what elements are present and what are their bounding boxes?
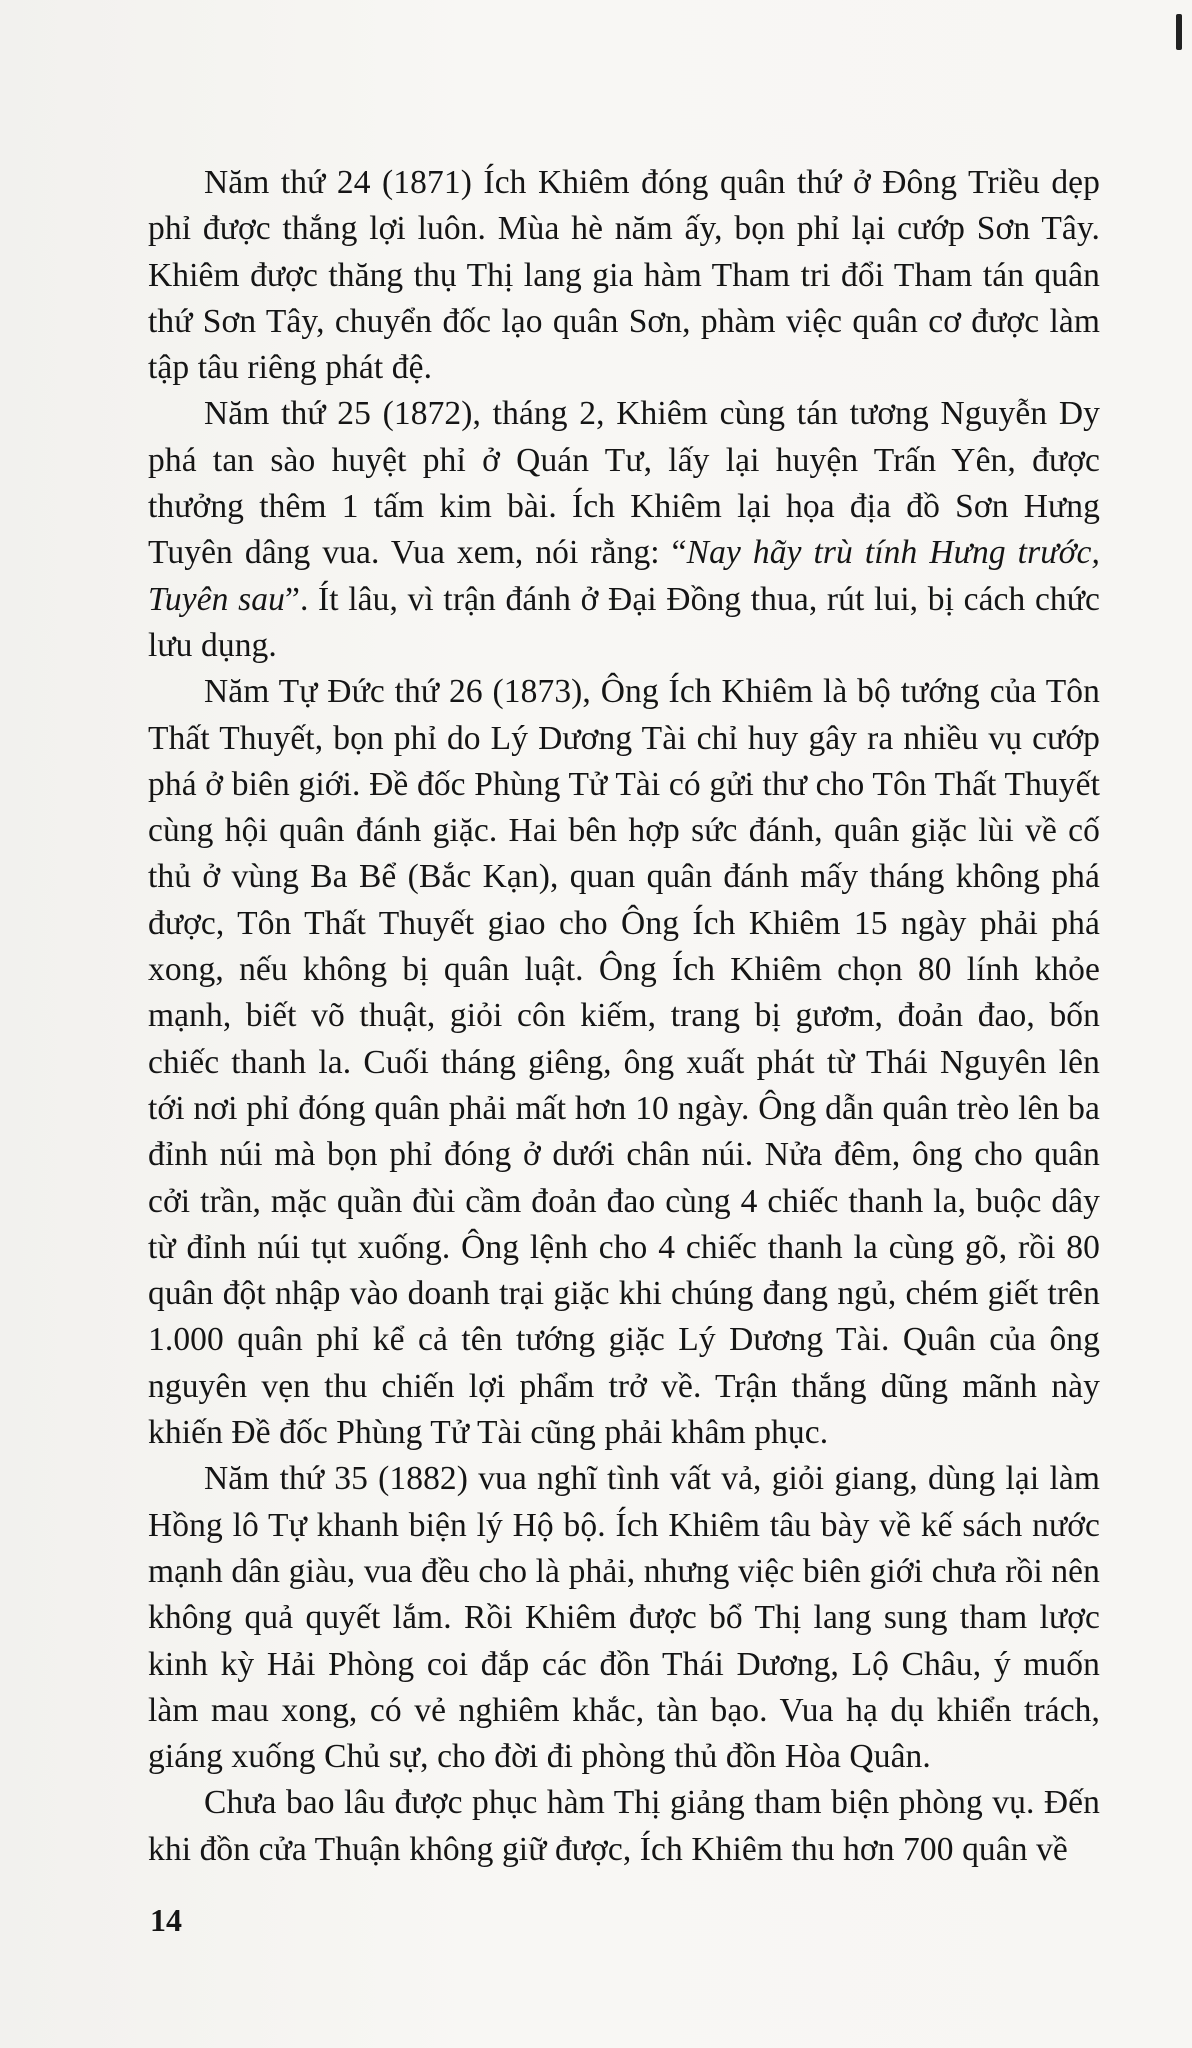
paragraph <box>148 160 1100 391</box>
quoted-speech: Nay hãy trù tính Hưng trước, Tuyên sau <box>148 534 1101 618</box>
paragraph-text: Chưa bao lâu được phục hàm Thị giảng tham biện phòng vụ. Đến khi đồn cửa Thuận không giữ được, Ích Khiêm thu hơn 700 quân về <box>148 1784 1100 1868</box>
paragraph <box>148 391 1100 669</box>
page-edge-mark <box>1176 14 1182 50</box>
page-number: 14 <box>150 1902 182 1938</box>
body-text <box>148 160 1100 1873</box>
paragraph-text: Năm Tự Đức thứ 26 (1873), Ông Ích Khiêm là bộ tướng của Tôn Thất Thuyết, bọn phỉ do Lý Dương Tài chỉ huy gây ra nhiều vụ cướp phá ở biên giới. Đề đốc Phùng Tử Tài có gửi thư cho Tôn Thất Thuyết cùng hội quân đánh giặc. Hai bên hợp sức đánh, quân giặc lùi về cố thủ ở vùng Ba Bể (Bắc Kạn), quan quân đánh mấy tháng không phá được, Tôn Thất Thuyết giao cho Ông Ích Khiêm 15 ngày phải phá xong, nếu không bị quân luật. Ông Ích Khiêm chọn 80 lính khỏe mạnh, biết võ thuật, giỏi côn kiếm, trang bị gươm, đoản đao, bốn chiếc thanh la. Cuối tháng giêng, ông xuất phát từ Thái Nguyên lên tới nơi phỉ đóng quân phải mất hơn 10 ngày. Ông dẫn quân trèo lên ba đỉnh núi mà bọn phỉ đóng ở dưới chân núi. Nửa đêm, ông cho quân cởi trần, mặc quần đùi cầm đoản đao cùng 4 chiếc thanh la, buộc dây từ đỉnh núi tụt xuống. Ông lệnh cho 4 chiếc thanh la cùng gõ, rồi 80 quân đột nhập vào doanh trại giặc khi chúng đang ngủ, chém giết trên 1.000 quân phỉ kể cả tên tướng giặc Lý Dương Tài. Quân của ông nguyên vẹn thu chiến lợi phẩm trở về. Trận thắng dũng mãnh này khiến Đề đốc Phùng Tử Tài cũng phải khâm phục. <box>148 673 1100 1452</box>
paragraph <box>148 669 1100 1456</box>
paragraph <box>148 1456 1100 1780</box>
paragraph-text: Năm thứ 25 (1872), tháng 2, Khiêm cùng tán tương Nguyễn Dy phá tan sào huyệt phỉ ở Quán Tư, lấy lại huyện Trấn Yên, được thưởng thêm 1 tấm kim bài. Ích Khiêm lại họa địa đồ Sơn Hưng Tuyên dâng vua. Vua xem, nói rằng: “ <box>148 395 1100 572</box>
paragraph <box>148 1780 1100 1873</box>
paragraph-text: ”. Ít lâu, vì trận đánh ở Đại Đồng thua, rút lui, bị cách chức lưu dụng. <box>148 580 1100 664</box>
paragraph-text: Năm thứ 24 (1871) Ích Khiêm đóng quân thứ ở Đông Triều dẹp phỉ được thắng lợi luôn. Mùa hè năm ấy, bọn phỉ lại cướp Sơn Tây. Khiêm được thăng thụ Thị lang gia hàm Tham tri đổi Tham tán quân thứ Sơn Tây, chuyển đốc lạo quân Sơn, phàm việc quân cơ được làm tập tâu riêng phát đệ. <box>148 164 1100 387</box>
paragraph-text: Năm thứ 35 (1882) vua nghĩ tình vất vả, giỏi giang, dùng lại làm Hồng lô Tự khanh biện lý Hộ bộ. Ích Khiêm tâu bày về kế sách nước mạnh dân giàu, vua đều cho là phải, nhưng việc biên giới chưa rồi nên không quả quyết lắm. Rồi Khiêm được bổ Thị lang sung tham lược kinh kỳ Hải Phòng coi đắp các đồn Thái Dương, Lộ Châu, ý muốn làm mau xong, có vẻ nghiêm khắc, tàn bạo. Vua hạ dụ khiển trách, giáng xuống Chủ sự, cho đời đi phòng thủ đồn Hòa Quân. <box>148 1460 1100 1776</box>
